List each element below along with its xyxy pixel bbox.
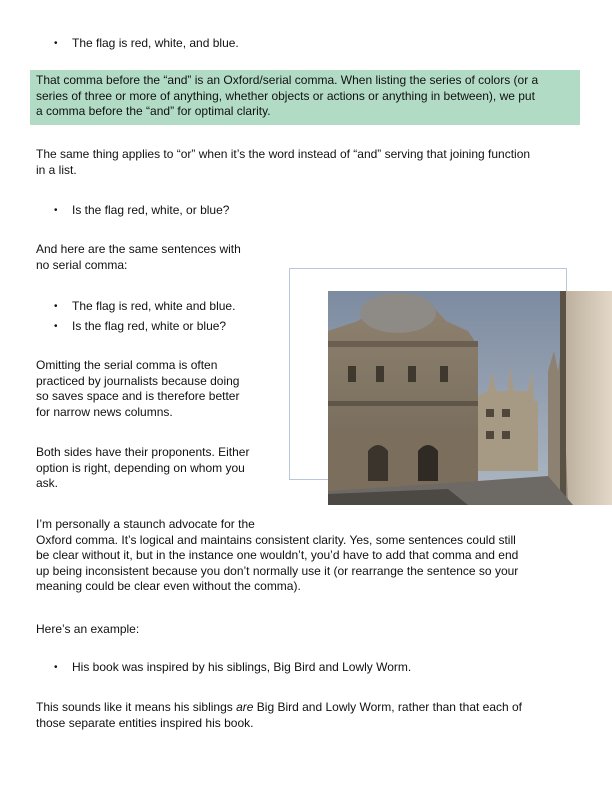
paragraph-final: This sounds like it means his siblings are Big Bird and Lowly Worm, rather than that each of those separate entities inspired his book. (36, 700, 523, 730)
oxford-photo (328, 291, 612, 505)
paragraph-journalists: Omitting the serial comma is often practiced by journalists because doing so saves space and is therefore better for narrow news columns. (36, 358, 240, 419)
bullet-icon: • (54, 301, 58, 312)
bullet-icon: • (54, 321, 58, 332)
paragraph-both-sides: Both sides have their proponents. Either option is right, depending on whom you ask. (36, 445, 250, 490)
radcliffe-camera-image (328, 291, 612, 505)
paragraph-example: Here’s an example: (36, 622, 140, 636)
bullet-icon: • (54, 38, 58, 49)
paragraph-no-serial: And here are the same sentences with no serial comma: (36, 242, 241, 272)
paragraph-advocate: I’m personally a staunch advocate for the Oxford comma. It’s logical and maintains consistent clarity. Yes, some sentences could still be clear without it, but in the instance one wouldn’t, you’d have to add that comma and end up being inconsistent because you don’t normally use it (or rearrange the sentence so your meaning could be clear even without the comma). (36, 517, 519, 593)
bullet-icon: • (54, 662, 58, 673)
paragraph-or: The same thing applies to “or” when it’s the word instead of “and” serving that joining function in a list. (36, 147, 531, 177)
bullet-icon: • (54, 205, 58, 216)
oxford-comma-callout: That comma before the “and” is an Oxford/serial comma. When listing the series of colors (or a series of three or more of anything, whether objects or actions or anything in between), we put a comma before the “and” for optimal clarity. (30, 70, 580, 125)
